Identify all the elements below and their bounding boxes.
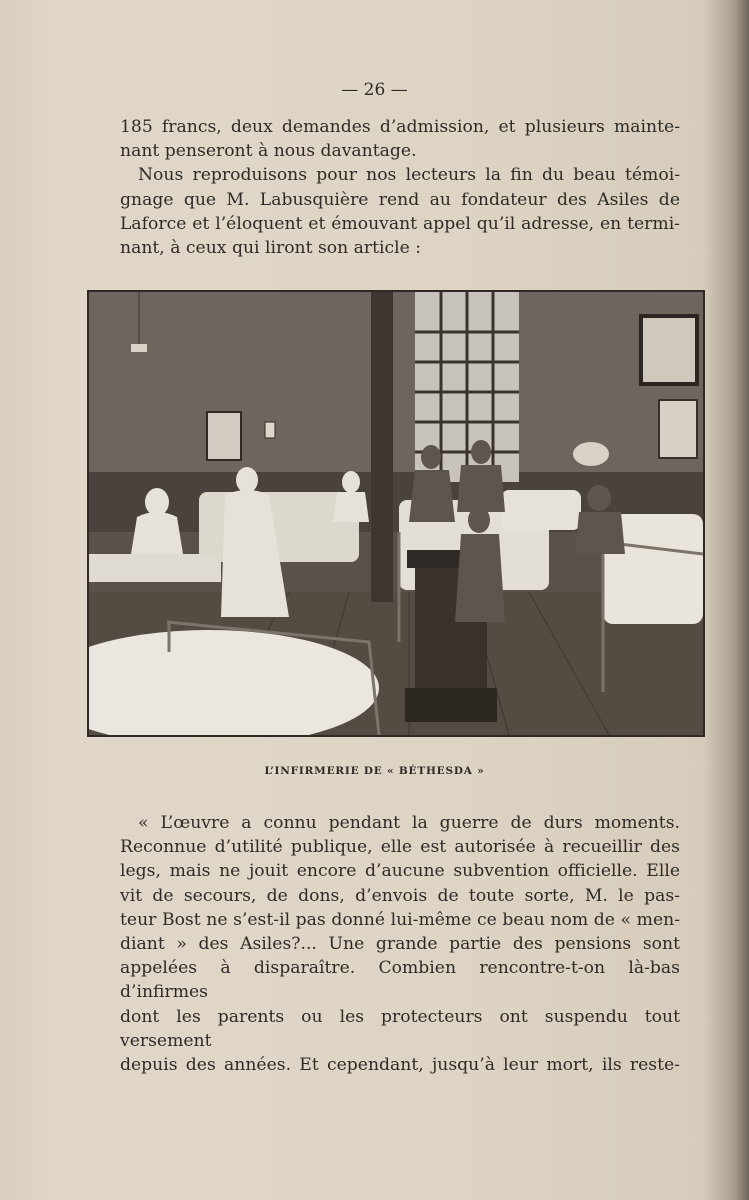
text-line: legs, mais ne jouit encore d’aucune subvention officielle. Elle: [120, 861, 680, 882]
bottom-text-block: [120, 811, 680, 1077]
text-line: nant, à ceux qui liront son article :: [120, 238, 422, 259]
infirmary-photograph: [87, 290, 705, 737]
photo-caption: L’INFIRMERIE DE « BÉTHESDA »: [264, 765, 485, 777]
text-line: depuis des années. Et cependant, jusqu’à leur mort, ils reste-: [120, 1055, 680, 1076]
text-line: teur Bost ne s’est-il pas donné lui-même ce beau nom de « men-: [120, 909, 680, 930]
page-number: — 26 —: [341, 80, 408, 100]
text-line: appelées à disparaître. Combien rencontre-t-on là-bas d’infirmes: [120, 958, 680, 1003]
text-line: nant penseront à nous davantage.: [120, 141, 417, 162]
top-text-block: [120, 115, 680, 260]
text-line: dont les parents ou les protecteurs ont suspendu tout versement: [120, 1006, 680, 1051]
photo-illustration: [89, 292, 703, 735]
text-line: gnage que M. Labusquière rend au fondateur des Asiles de: [120, 189, 680, 210]
text-line: « L’œuvre a connu pendant la guerre de durs moments.: [138, 813, 680, 833]
text-line: 185 francs, deux demandes d’admission, et plusieurs mainte-: [120, 117, 680, 137]
text-line: Nous reproduisons pour nos lecteurs la fin du beau témoi-: [138, 165, 680, 186]
text-line: Laforce et l’éloquent et émouvant appel qu’il adresse, en termi-: [120, 213, 680, 234]
text-line: Reconnue d’utilité publique, elle est autorisée à recueillir des: [120, 837, 680, 858]
text-line: diant » des Asiles?... Une grande partie des pensions sont: [120, 934, 680, 955]
text-line: vit de secours, de dons, d’envois de toute sorte, M. le pas-: [120, 885, 680, 906]
